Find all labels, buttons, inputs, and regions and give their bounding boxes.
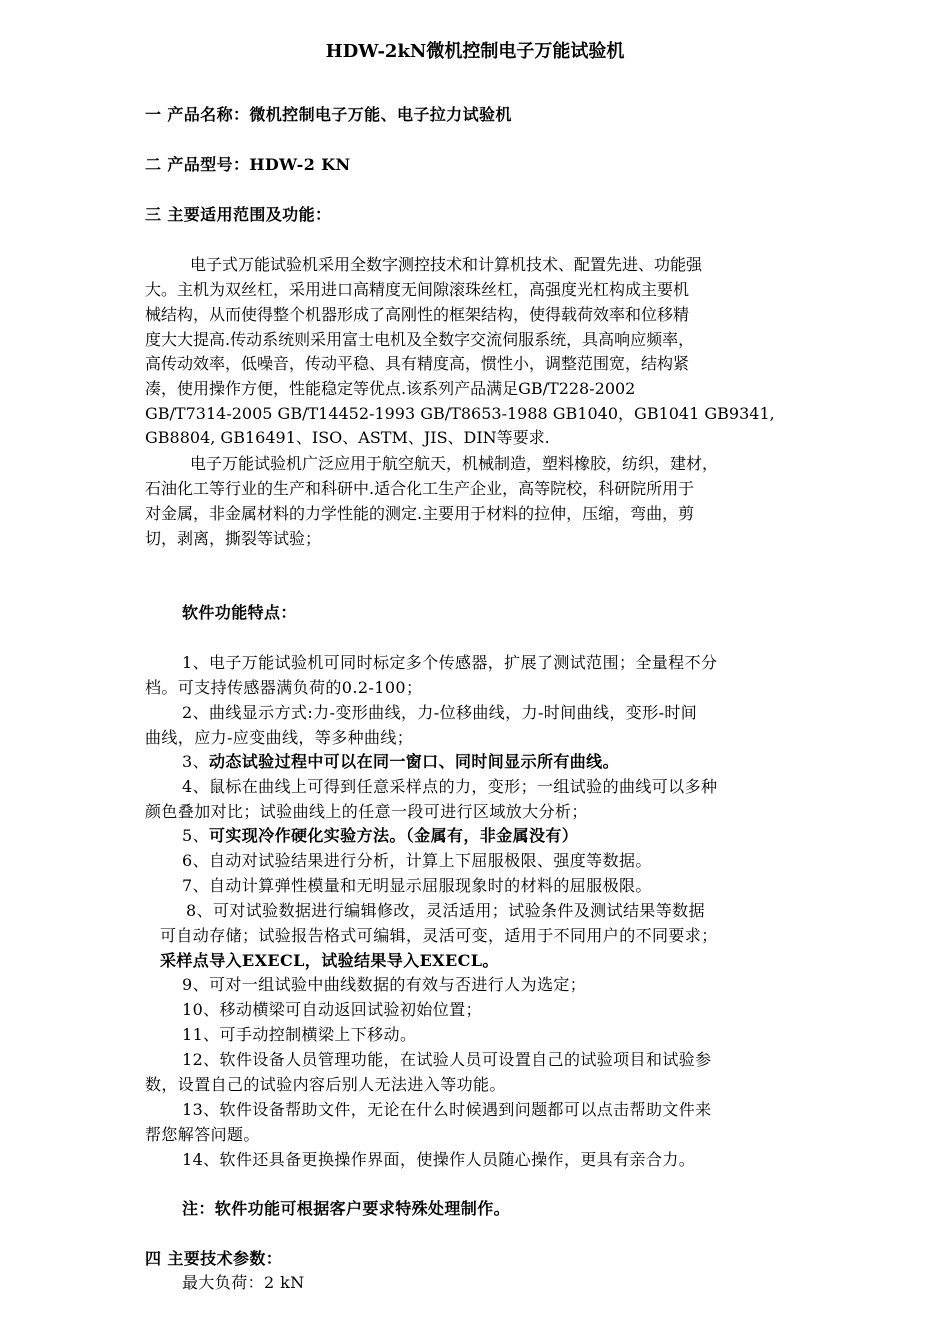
section-product-model: 二 产品型号：HDW-2 KN (145, 155, 351, 174)
paragraph-line: 大。主机为双丝杠，采用进口高精度无间隙滚珠丝杠，高强度光杠构成主要机 (145, 280, 690, 299)
feature-line: 12、软件设备人员管理功能，在试验人员可设置自己的试验项目和试验参 (182, 1050, 712, 1069)
section-scope-heading: 三 主要适用范围及功能： (145, 205, 332, 224)
software-features-heading: 软件功能特点： (182, 603, 297, 622)
paragraph-line: 石油化工等行业的生产和科研中.适合化工生产企业，高等院校，科研院所用于 (145, 479, 695, 498)
feature-line: 14、软件还具备更换操作界面，使操作人员随心操作，更具有亲合力。 (182, 1150, 696, 1169)
feature-item (182, 826, 578, 846)
feature-line: 11、可手动控制横梁上下移动。 (182, 1025, 417, 1044)
feature-line: 档。可支持传感器满负荷的0.2-100； (145, 678, 423, 697)
paragraph-line: 电子万能试验机广泛应用于航空航天，机械制造，塑料橡胶，纺织，建材， (190, 454, 719, 473)
feature-line: 数，设置自己的试验内容后别人无法进入等功能。 (145, 1075, 506, 1094)
paragraph-line: GB/T7314-2005 GB/T14452-1993 GB/T8653-1988 GB1040，GB1041 GB9341, (145, 404, 775, 423)
param-max-load: 最大负荷：2 kN (182, 1273, 305, 1292)
feature-line: 13、软件设备帮助文件，无论在什么时候遇到问题都可以点击帮助文件来 (182, 1100, 712, 1119)
feature-line: 7、自动计算弹性模量和无明显示屈服现象时的材料的屈服极限。 (182, 876, 652, 895)
paragraph-line: 切，剥离，撕裂等试验； (145, 529, 322, 548)
note-text: 注：软件功能可根据客户要求特殊处理制作。 (182, 1199, 511, 1218)
feature-line: 曲线，应力-应变曲线，等多种曲线； (145, 728, 414, 747)
feature-line: 1、电子万能试验机可同时标定多个传感器，扩展了测试范围；全量程不分 (182, 653, 718, 672)
feature-line: 6、自动对试验结果进行分析，计算上下屈服极限、强度等数据。 (182, 851, 652, 870)
feature-line: 2、曲线显示方式:力-变形曲线，力-位移曲线，力-时间曲线，变形-时间 (182, 703, 698, 722)
feature-bold-text: 动态试验过程中可以在同一窗口、同时间显示所有曲线。 (208, 752, 619, 771)
feature-line: 8、可对试验数据进行编辑修改，灵活适用；试验条件及测试结果等数据 (186, 901, 705, 920)
paragraph-line: 凑，使用操作方便，性能稳定等优点.该系列产品满足GB/T228-2002 (145, 379, 636, 398)
feature-line: 帮您解答问题。 (145, 1125, 260, 1144)
paragraph-line: 电子式万能试验机采用全数字测控技术和计算机技术、配置先进、功能强 (190, 255, 703, 274)
feature-bold-line: 采样点导入EXECL，试验结果导入EXECL。 (160, 951, 499, 970)
section-product-name: 一 产品名称：微机控制电子万能、电子拉力试验机 (145, 105, 512, 124)
feature-number: 5、 (182, 826, 209, 845)
section-tech-params-heading: 四 主要技术参数： (145, 1249, 283, 1268)
document-title: HDW-2kN微机控制电子万能试验机 (325, 41, 625, 62)
feature-line: 10、移动横梁可自动返回试验初始位置； (182, 1000, 482, 1019)
paragraph-line: 度大大提高.传动系统则采用富士电机及全数字交流伺服系统，具高响应频率， (145, 330, 695, 349)
feature-line: 4、鼠标在曲线上可得到任意采样点的力，变形；一组试验的曲线可以多种 (182, 777, 718, 796)
paragraph-line: 械结构，从而使得整个机器形成了高刚性的框架结构，使得载荷效率和位移精 (145, 305, 690, 324)
feature-item (182, 752, 619, 772)
feature-line: 可自动存储；试验报告格式可编辑，灵活可变，适用于不同用户的不同要求； (160, 926, 718, 945)
feature-line: 颜色叠加对比；试验曲线上的任意一段可进行区域放大分析； (145, 802, 588, 821)
paragraph-line: 对金属，非金属材料的力学性能的测定.主要用于材料的拉伸，压缩，弯曲，剪 (145, 504, 695, 523)
feature-line: 9、可对一组试验中曲线数据的有效与否进行人为选定； (182, 975, 587, 994)
feature-number: 3、 (182, 752, 209, 771)
feature-bold-text: 可实现冷作硬化实验方法。（金属有，非金属没有） (208, 826, 579, 845)
paragraph-line: GB8804, GB16491、ISO、ASTM、JIS、DIN等要求. (145, 428, 550, 447)
paragraph-line: 高传动效率，低噪音，传动平稳、具有精度高，惯性小，调整范围宽，结构紧 (145, 354, 690, 373)
